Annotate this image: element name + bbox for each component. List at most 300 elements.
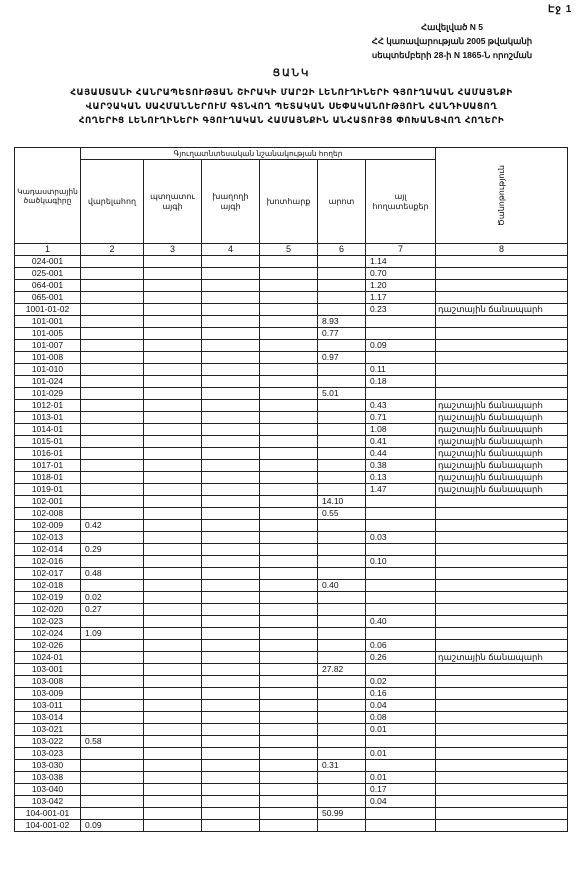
other-lands-cell: 0.04 — [366, 700, 436, 712]
pasture-cell — [318, 340, 366, 352]
note-cell — [436, 508, 568, 520]
pasture-cell: 14.10 — [318, 496, 366, 508]
cadastral-code-cell: 102-024 — [15, 628, 81, 640]
note-cell — [436, 268, 568, 280]
cadastral-code-cell: 1014-01 — [15, 424, 81, 436]
cadastral-code-cell: 102-018 — [15, 580, 81, 592]
pasture-cell — [318, 784, 366, 796]
orchard-cell — [144, 544, 202, 556]
vineyard-cell — [202, 580, 260, 592]
orchard-cell — [144, 748, 202, 760]
note-cell — [436, 640, 568, 652]
table-row — [15, 376, 568, 388]
table-row — [15, 628, 568, 640]
arable-cell — [81, 292, 144, 304]
other-lands-cell: 1.08 — [366, 424, 436, 436]
table-row — [15, 328, 568, 340]
other-lands-cell: 1.17 — [366, 292, 436, 304]
vineyard-cell — [202, 256, 260, 268]
orchard-cell — [144, 340, 202, 352]
table-row — [15, 532, 568, 544]
hayfield-cell — [260, 760, 318, 772]
pasture-cell — [318, 412, 366, 424]
orchard-cell — [144, 700, 202, 712]
header-hayfield: խոտհարք — [260, 160, 318, 244]
table-row — [15, 412, 568, 424]
other-lands-cell: 0.04 — [366, 796, 436, 808]
arable-cell — [81, 556, 144, 568]
orchard-cell — [144, 784, 202, 796]
arable-cell — [81, 616, 144, 628]
note-cell — [436, 364, 568, 376]
other-lands-cell — [366, 352, 436, 364]
table-row — [15, 508, 568, 520]
note-cell — [436, 340, 568, 352]
orchard-cell — [144, 580, 202, 592]
other-lands-cell: 0.70 — [366, 268, 436, 280]
cadastral-code-cell: 101-005 — [15, 328, 81, 340]
orchard-cell — [144, 484, 202, 496]
header-other-lands: այլ հողատեսքեր — [366, 160, 436, 244]
orchard-cell — [144, 640, 202, 652]
pasture-cell — [318, 592, 366, 604]
vineyard-cell — [202, 616, 260, 628]
hayfield-cell — [260, 316, 318, 328]
cadastral-code-cell: 102-014 — [15, 544, 81, 556]
note-cell — [436, 568, 568, 580]
vineyard-cell — [202, 388, 260, 400]
hayfield-cell — [260, 292, 318, 304]
note-cell: դաշտային ճանապարհ — [436, 460, 568, 472]
other-lands-cell — [366, 316, 436, 328]
pasture-cell — [318, 556, 366, 568]
table-row — [15, 736, 568, 748]
arable-cell — [81, 436, 144, 448]
orchard-cell — [144, 256, 202, 268]
arable-cell — [81, 364, 144, 376]
note-cell — [436, 556, 568, 568]
pasture-cell — [318, 616, 366, 628]
orchard-cell — [144, 796, 202, 808]
arable-cell — [81, 508, 144, 520]
pasture-cell — [318, 436, 366, 448]
pasture-cell: 8.93 — [318, 316, 366, 328]
document-heading — [6, 86, 577, 128]
note-cell — [436, 280, 568, 292]
vineyard-cell — [202, 736, 260, 748]
vineyard-cell — [202, 484, 260, 496]
pasture-cell — [318, 520, 366, 532]
pasture-cell — [318, 532, 366, 544]
cadastral-code-cell: 101-024 — [15, 376, 81, 388]
hayfield-cell — [260, 448, 318, 460]
col-number: 5 — [260, 244, 318, 256]
hayfield-cell — [260, 820, 318, 832]
arable-cell: 0.29 — [81, 544, 144, 556]
annex-line-1: Հավելված N 5 — [421, 22, 483, 32]
hayfield-cell — [260, 388, 318, 400]
cadastral-code-cell: 102-019 — [15, 592, 81, 604]
hayfield-cell — [260, 568, 318, 580]
pasture-cell — [318, 724, 366, 736]
orchard-cell — [144, 412, 202, 424]
orchard-cell — [144, 364, 202, 376]
arable-cell — [81, 304, 144, 316]
vineyard-cell — [202, 448, 260, 460]
vineyard-cell — [202, 316, 260, 328]
table-row — [15, 640, 568, 652]
other-lands-cell — [366, 544, 436, 556]
note-cell — [436, 604, 568, 616]
cadastral-code-cell: 104-001-01 — [15, 808, 81, 820]
orchard-cell — [144, 520, 202, 532]
hayfield-cell — [260, 592, 318, 604]
cadastral-code-cell: 101-029 — [15, 388, 81, 400]
note-cell — [436, 820, 568, 832]
arable-cell — [81, 328, 144, 340]
cadastral-code-cell: 064-001 — [15, 280, 81, 292]
note-cell — [436, 688, 568, 700]
note-cell — [436, 736, 568, 748]
orchard-cell — [144, 628, 202, 640]
table-row — [15, 784, 568, 796]
table-row — [15, 772, 568, 784]
other-lands-cell — [366, 592, 436, 604]
header-orchard: պտղատու այգի — [144, 160, 202, 244]
other-lands-cell — [366, 328, 436, 340]
cadastral-code-cell: 1001-01-02 — [15, 304, 81, 316]
table-row — [15, 460, 568, 472]
arable-cell — [81, 688, 144, 700]
pasture-cell: 5.01 — [318, 388, 366, 400]
header-note: Ծանոթություն — [436, 148, 568, 244]
heading-line-2: ՎԱՐՉԱԿԱՆ ՍԱՀՄԱՆՆԵՐՈՒՄ ԳՏՆՎՈՂ ՊԵՏԱԿԱՆ ՍԵՓԱԿԱՆՈՒԹՅՈՒՆ ՀԱՆԴԻՍԱՑՈՂ — [85, 102, 498, 112]
pasture-cell — [318, 280, 366, 292]
other-lands-cell: 0.38 — [366, 460, 436, 472]
header-agricultural-group: Գյուղատնտեսական նշանակության հողեր — [81, 148, 436, 160]
pasture-cell — [318, 700, 366, 712]
table-row — [15, 424, 568, 436]
pasture-cell — [318, 472, 366, 484]
pasture-cell: 0.77 — [318, 328, 366, 340]
arable-cell — [81, 280, 144, 292]
hayfield-cell — [260, 424, 318, 436]
note-cell — [436, 748, 568, 760]
other-lands-cell: 0.06 — [366, 640, 436, 652]
cadastral-code-cell: 103-040 — [15, 784, 81, 796]
hayfield-cell — [260, 664, 318, 676]
other-lands-cell: 0.10 — [366, 556, 436, 568]
orchard-cell — [144, 472, 202, 484]
other-lands-cell — [366, 808, 436, 820]
arable-cell — [81, 652, 144, 664]
orchard-cell — [144, 424, 202, 436]
vineyard-cell — [202, 412, 260, 424]
hayfield-cell — [260, 688, 318, 700]
table-row — [15, 268, 568, 280]
table-row — [15, 472, 568, 484]
vineyard-cell — [202, 280, 260, 292]
hayfield-cell — [260, 484, 318, 496]
hayfield-cell — [260, 496, 318, 508]
arable-cell — [81, 760, 144, 772]
arable-cell: 0.42 — [81, 520, 144, 532]
orchard-cell — [144, 268, 202, 280]
note-cell — [436, 256, 568, 268]
pasture-cell: 0.55 — [318, 508, 366, 520]
hayfield-cell — [260, 544, 318, 556]
table-row — [15, 796, 568, 808]
vineyard-cell — [202, 640, 260, 652]
orchard-cell — [144, 496, 202, 508]
note-cell: դաշտային ճանապարհ — [436, 412, 568, 424]
arable-cell — [81, 412, 144, 424]
table-row — [15, 280, 568, 292]
orchard-cell — [144, 292, 202, 304]
cadastral-code-cell: 1017-01 — [15, 460, 81, 472]
other-lands-cell — [366, 508, 436, 520]
pasture-cell — [318, 652, 366, 664]
other-lands-cell — [366, 736, 436, 748]
pasture-cell — [318, 736, 366, 748]
pasture-cell — [318, 424, 366, 436]
cadastral-code-cell: 103-021 — [15, 724, 81, 736]
arable-cell — [81, 640, 144, 652]
vineyard-cell — [202, 304, 260, 316]
vineyard-cell — [202, 712, 260, 724]
table-row — [15, 580, 568, 592]
hayfield-cell — [260, 628, 318, 640]
hayfield-cell — [260, 616, 318, 628]
orchard-cell — [144, 400, 202, 412]
other-lands-cell: 0.11 — [366, 364, 436, 376]
note-cell — [436, 532, 568, 544]
hayfield-cell — [260, 304, 318, 316]
table-row — [15, 712, 568, 724]
table-row — [15, 340, 568, 352]
cadastral-code-cell: 101-008 — [15, 352, 81, 364]
orchard-cell — [144, 724, 202, 736]
arable-cell — [81, 268, 144, 280]
table-row — [15, 820, 568, 832]
pasture-cell — [318, 604, 366, 616]
other-lands-cell — [366, 580, 436, 592]
arable-cell — [81, 400, 144, 412]
pasture-cell — [318, 484, 366, 496]
hayfield-cell — [260, 436, 318, 448]
other-lands-cell: 0.01 — [366, 772, 436, 784]
hayfield-cell — [260, 328, 318, 340]
orchard-cell — [144, 448, 202, 460]
vineyard-cell — [202, 460, 260, 472]
note-cell — [436, 664, 568, 676]
other-lands-cell: 0.71 — [366, 412, 436, 424]
cadastral-code-cell: 102-009 — [15, 520, 81, 532]
pasture-cell — [318, 268, 366, 280]
orchard-cell — [144, 736, 202, 748]
vineyard-cell — [202, 556, 260, 568]
orchard-cell — [144, 712, 202, 724]
note-cell: դաշտային ճանապարհ — [436, 400, 568, 412]
other-lands-cell: 0.41 — [366, 436, 436, 448]
hayfield-cell — [260, 580, 318, 592]
arable-cell — [81, 256, 144, 268]
vineyard-cell — [202, 592, 260, 604]
other-lands-cell: 0.18 — [366, 376, 436, 388]
hayfield-cell — [260, 724, 318, 736]
header-vineyard: խաղողի այգի — [202, 160, 260, 244]
other-lands-cell — [366, 568, 436, 580]
note-cell — [436, 316, 568, 328]
hayfield-cell — [260, 604, 318, 616]
table-row — [15, 352, 568, 364]
col-number: 2 — [81, 244, 144, 256]
note-cell: դաշտային ճանապարհ — [436, 424, 568, 436]
arable-cell — [81, 796, 144, 808]
cadastral-code-cell: 102-016 — [15, 556, 81, 568]
cadastral-code-cell: 1019-01 — [15, 484, 81, 496]
arable-cell — [81, 664, 144, 676]
pasture-cell — [318, 364, 366, 376]
other-lands-cell: 0.43 — [366, 400, 436, 412]
arable-cell — [81, 724, 144, 736]
arable-cell — [81, 700, 144, 712]
table-row — [15, 604, 568, 616]
hayfield-cell — [260, 700, 318, 712]
note-cell — [436, 724, 568, 736]
vineyard-cell — [202, 688, 260, 700]
vineyard-cell — [202, 796, 260, 808]
note-cell — [436, 772, 568, 784]
table-row — [15, 700, 568, 712]
vineyard-cell — [202, 628, 260, 640]
note-cell — [436, 760, 568, 772]
cadastral-code-cell: 103-022 — [15, 736, 81, 748]
heading-line-3: ՀՈՂԵՐԻՑ ԼԵՆՈՒՂԻՆԵՐԻ ԳՅՈՒՂԱԿԱՆ ՀԱՄԱՅՆՔԻՆ ԱՆՀԱՏՈՒՅՑ ՓՈԽԱՆՑՎՈՂ ՀՈՂԵՐԻ — [78, 116, 505, 126]
vineyard-cell — [202, 520, 260, 532]
pasture-cell: 0.97 — [318, 352, 366, 364]
arable-cell — [81, 496, 144, 508]
cadastral-code-cell: 102-026 — [15, 640, 81, 652]
orchard-cell — [144, 664, 202, 676]
other-lands-cell — [366, 388, 436, 400]
vineyard-cell — [202, 700, 260, 712]
other-lands-cell — [366, 820, 436, 832]
table-row — [15, 688, 568, 700]
cadastral-code-cell: 1012-01 — [15, 400, 81, 412]
table-row — [15, 448, 568, 460]
hayfield-cell — [260, 808, 318, 820]
orchard-cell — [144, 436, 202, 448]
arable-cell — [81, 748, 144, 760]
note-cell: դաշտային ճանապարհ — [436, 472, 568, 484]
orchard-cell — [144, 352, 202, 364]
table-row — [15, 616, 568, 628]
table-row — [15, 556, 568, 568]
table-row — [15, 544, 568, 556]
table-row — [15, 748, 568, 760]
orchard-cell — [144, 652, 202, 664]
col-number: 1 — [15, 244, 81, 256]
note-cell: դաշտային ճանապարհ — [436, 652, 568, 664]
arable-cell — [81, 424, 144, 436]
vineyard-cell — [202, 532, 260, 544]
table-row — [15, 256, 568, 268]
table-row — [15, 568, 568, 580]
cadastral-code-cell: 102-001 — [15, 496, 81, 508]
cadastral-code-cell: 102-023 — [15, 616, 81, 628]
other-lands-cell: 0.26 — [366, 652, 436, 664]
header-cadastral-code: Կադաստրային ծածկագիրը — [15, 148, 81, 244]
other-lands-cell: 0.01 — [366, 748, 436, 760]
land-table — [14, 147, 568, 832]
note-cell — [436, 580, 568, 592]
vineyard-cell — [202, 820, 260, 832]
pasture-cell — [318, 748, 366, 760]
vineyard-cell — [202, 772, 260, 784]
orchard-cell — [144, 556, 202, 568]
hayfield-cell — [260, 256, 318, 268]
arable-cell: 0.58 — [81, 736, 144, 748]
other-lands-cell — [366, 604, 436, 616]
annex-reference — [337, 20, 567, 62]
table-row — [15, 316, 568, 328]
orchard-cell — [144, 388, 202, 400]
vineyard-cell — [202, 568, 260, 580]
pasture-cell — [318, 712, 366, 724]
cadastral-code-cell: 103-001 — [15, 664, 81, 676]
table-row — [15, 364, 568, 376]
cadastral-code-cell: 1013-01 — [15, 412, 81, 424]
other-lands-cell: 0.17 — [366, 784, 436, 796]
other-lands-cell: 0.23 — [366, 304, 436, 316]
orchard-cell — [144, 772, 202, 784]
table-row — [15, 592, 568, 604]
note-cell: դաշտային ճանապարհ — [436, 304, 568, 316]
note-cell — [436, 712, 568, 724]
arable-cell — [81, 808, 144, 820]
vineyard-cell — [202, 292, 260, 304]
other-lands-cell — [366, 760, 436, 772]
other-lands-cell: 1.20 — [366, 280, 436, 292]
col-number: 6 — [318, 244, 366, 256]
page-number: Էջ 1 — [548, 4, 573, 15]
other-lands-cell: 0.09 — [366, 340, 436, 352]
pasture-cell — [318, 304, 366, 316]
col-number: 3 — [144, 244, 202, 256]
hayfield-cell — [260, 472, 318, 484]
arable-cell — [81, 712, 144, 724]
orchard-cell — [144, 460, 202, 472]
heading-line-1: ՀԱՅԱՍՏԱՆԻ ՀԱՆՐԱՊԵՏՈՒԹՅԱՆ ՇԻՐԱԿԻ ՄԱՐԶԻ ԼԵՆՈՒՂԻՆԵՐԻ ԳՅՈՒՂԱԿԱՆ ՀԱՄԱՅՆՔԻ — [70, 88, 513, 98]
arable-cell: 0.09 — [81, 820, 144, 832]
vineyard-cell — [202, 340, 260, 352]
pasture-cell — [318, 448, 366, 460]
cadastral-code-cell: 103-042 — [15, 796, 81, 808]
hayfield-cell — [260, 340, 318, 352]
note-cell — [436, 700, 568, 712]
pasture-cell — [318, 820, 366, 832]
table-row — [15, 400, 568, 412]
arable-cell — [81, 376, 144, 388]
hayfield-cell — [260, 400, 318, 412]
vineyard-cell — [202, 784, 260, 796]
orchard-cell — [144, 304, 202, 316]
vineyard-cell — [202, 808, 260, 820]
other-lands-cell — [366, 496, 436, 508]
table-row — [15, 520, 568, 532]
col-number: 7 — [366, 244, 436, 256]
